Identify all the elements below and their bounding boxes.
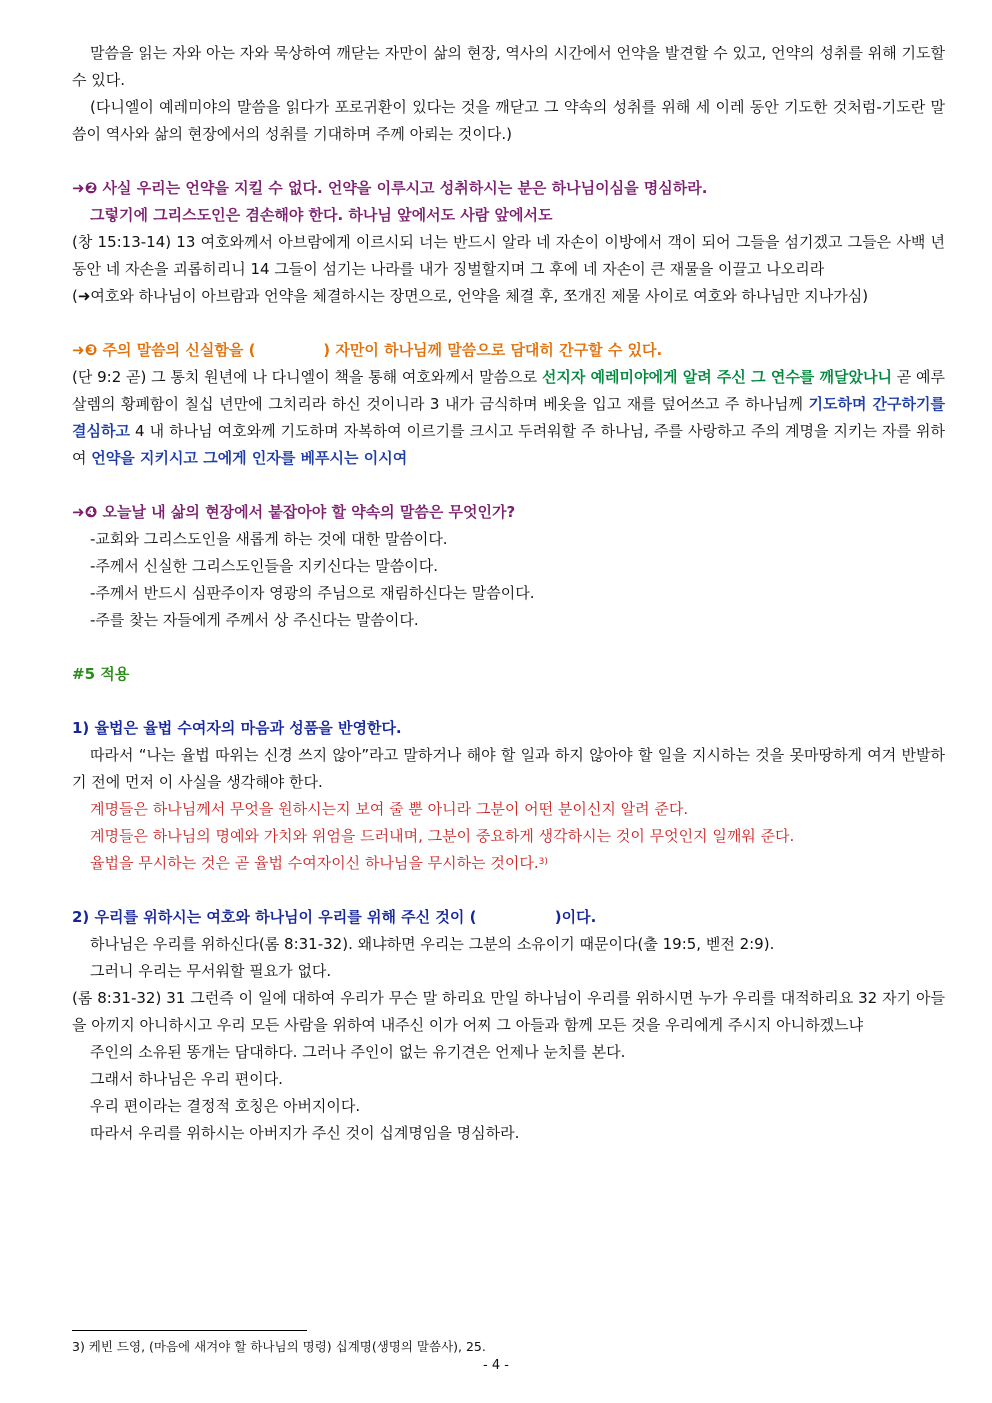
daniel-verse-highlight-blue-2: 언약을 지키시고 그에게 인자를 베푸시는 이시여 bbox=[91, 449, 408, 467]
list-item: -주께서 반드시 심판주이자 영광의 주님으로 재림하신다는 말씀이다. bbox=[90, 584, 535, 602]
point-4-heading: ➜❹ 오늘날 내 삶의 현장에서 붙잡아야 할 약속의 말씀은 무엇인가? bbox=[72, 503, 516, 521]
paragraph-daniel-note: (다니엘이 예레미야의 말씀을 읽다가 포로귀환이 있다는 것을 깨닫고 그 약속의 성취를 위해 세 이레 동안 기도한 것처럼-기도란 말씀이 역사와 삶의 현장에서의 성취를 기대하며 주께 아뢰는 것이다.) bbox=[72, 98, 945, 143]
document-page bbox=[72, 40, 945, 1147]
daniel-verse-highlight-blue-1: 기도하며 간구하기를 결심하고 bbox=[72, 395, 945, 440]
paragraph-intro: 말씀을 읽는 자와 아는 자와 묵상하여 깨닫는 자만이 삶의 현장, 역사의 시간에서 언약을 발견할 수 있고, 언약의 성취를 위해 기도할 수 있다. bbox=[72, 44, 945, 89]
footnote-reference: 3) bbox=[538, 857, 548, 867]
application-1-body: 따라서 “나는 율법 따위는 신경 쓰지 않아”라고 말하거나 해야 할 일과 하지 않아야 할 일을 지시하는 것을 못마땅하게 여겨 반발하기 전에 먼저 이 사실을 생각해야 한다. bbox=[72, 746, 945, 791]
daniel-verse-text-3: 4 내 하나님 여호와께 기도하며 자복하여 이르기를 크시고 두려워할 주 하나님, 주를 사랑하고 주의 계명을 지키는 자를 위하여 bbox=[72, 422, 945, 467]
page-number: - 4 - bbox=[483, 1358, 509, 1373]
covenant-note: (➜여호와 하나님이 아브람과 언약을 체결하시는 장면으로, 언약을 체결 후, 쪼개진 제물 사이로 여호와 하나님만 지나가심) bbox=[72, 287, 869, 305]
list-item: -교회와 그리스도인을 새롭게 하는 것에 대한 말씀이다. bbox=[90, 530, 448, 548]
application-2-line-6: 따라서 우리를 위하시는 아버지가 주신 것이 십계명임을 명심하라. bbox=[90, 1124, 520, 1142]
daniel-verse-text-2: 곧 예루살렘의 황폐함이 칠십 년만에 그치리라 하신 것이니라 3 내가 금식하며 베옷을 입고 재를 덮어쓰고 주 하나님께 bbox=[72, 368, 945, 413]
footnote: 3) 케빈 드영, (마음에 새겨야 할 하나님의 명령) 십계명(생명의 말씀사), 25. bbox=[72, 1339, 486, 1354]
genesis-verse: (창 15:13-14) 13 여호와께서 아브람에게 이르시되 너는 반드시 알라 네 자손이 이방에서 객이 되어 그들을 섬기겠고 그들은 사백 년 동안 네 자손을 괴롭히리니 14 그들이 섬기는 나라를 내가 징벌할지며 그 후에 네 자손이 큰 재물을 이끌고 나오리라 bbox=[72, 233, 945, 278]
commandment-line-3-text: 율법을 무시하는 것은 곧 율법 수여자이신 하나님을 무시하는 것이다. bbox=[90, 854, 539, 872]
application-2-line-5: 우리 편이라는 결정적 호칭은 아버지이다. bbox=[90, 1097, 361, 1115]
daniel-verse-highlight-green: 선지자 예레미야에게 알려 주신 그 연수를 깨달았나니 bbox=[541, 368, 892, 386]
application-1-heading: 1) 율법은 율법 수여자의 마음과 성품을 반영한다. bbox=[72, 719, 402, 737]
commandment-line-1: 계명들은 하나님께서 무엇을 원하시는지 보여 줄 뿐 아니라 그분이 어떤 분이신지 알려 준다. bbox=[90, 800, 689, 818]
application-2-line-4: 그래서 하나님은 우리 편이다. bbox=[90, 1070, 283, 1088]
point-3-heading: ➜❸ 주의 말씀의 신실함을 ( ) 자만이 하나님께 말씀으로 담대히 간구할 수 있다. bbox=[72, 341, 663, 359]
application-2-line-3: 주인의 소유된 똥개는 담대하다. 그러나 주인이 없는 유기견은 언제나 눈치를 본다. bbox=[90, 1043, 626, 1061]
section-5-heading: #5 적용 bbox=[72, 665, 130, 683]
application-2-line-1: 하나님은 우리를 위하신다(롬 8:31-32). 왜냐하면 우리는 그분의 소유이기 때문이다(출 19:5, 벧전 2:9). bbox=[90, 935, 775, 953]
application-2-line-2: 그러니 우리는 무서워할 필요가 없다. bbox=[90, 962, 332, 980]
daniel-verse-text-1: (단 9:2 곧) 그 통치 원년에 나 다니엘이 책을 통해 여호와께서 말씀으로 bbox=[72, 368, 542, 386]
point-2-heading: ➜❷ 사실 우리는 언약을 지킬 수 없다. 언약을 이루시고 성취하시는 분은 하나님이심을 명심하라. bbox=[72, 179, 708, 197]
commandment-line-2: 계명들은 하나님의 명예와 가치와 위엄을 드러내며, 그분이 중요하게 생각하시는 것이 무엇인지 일깨워 준다. bbox=[90, 827, 795, 845]
romans-verse: (롬 8:31-32) 31 그런즉 이 일에 대하여 우리가 무슨 말 하리요 만일 하나님이 우리를 위하시면 누가 우리를 대적하리요 32 자기 아들을 아끼지 아니하시고 우리 모든 사람을 위하여 내주신 이가 어찌 그 아들과 함께 모든 것을 우리에게 주시지 아니하겠느냐 bbox=[72, 989, 945, 1034]
commandment-line-3 bbox=[72, 850, 945, 877]
list-item: -주께서 신실한 그리스도인들을 지키신다는 말씀이다. bbox=[90, 557, 439, 575]
application-2-heading: 2) 우리를 위하시는 여호와 하나님이 우리를 위해 주신 것이 ( )이다. bbox=[72, 908, 597, 926]
point-2-subheading: 그렇기에 그리스도인은 겸손해야 한다. 하나님 앞에서도 사람 앞에서도 bbox=[90, 206, 553, 224]
footnote-divider bbox=[72, 1330, 307, 1331]
list-item: -주를 찾는 자들에게 주께서 상 주신다는 말씀이다. bbox=[90, 611, 419, 629]
daniel-verse bbox=[72, 364, 945, 472]
